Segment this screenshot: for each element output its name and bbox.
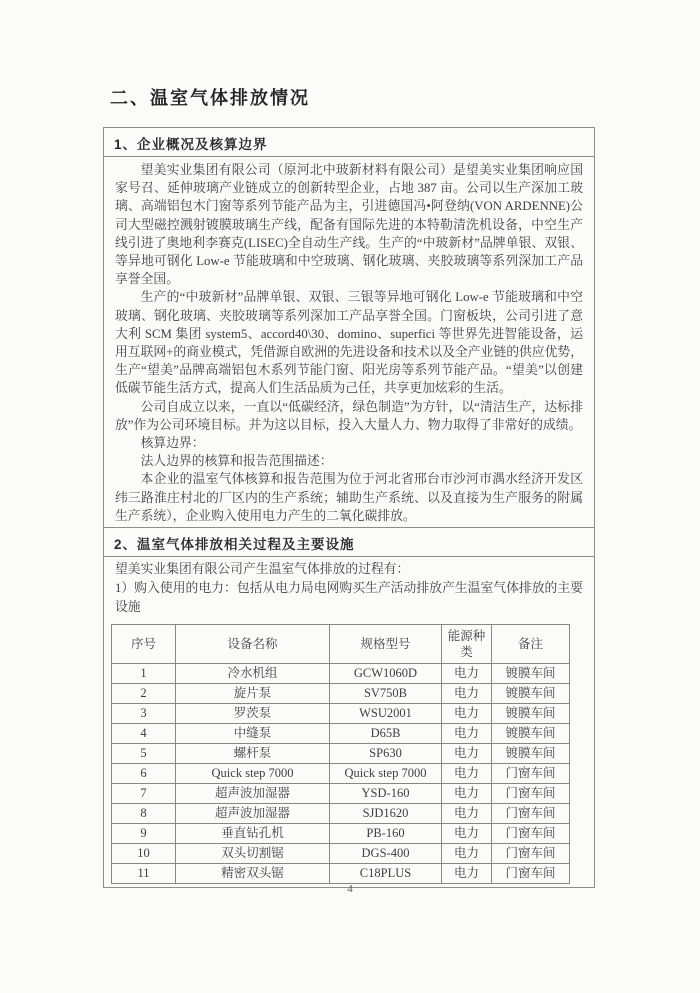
cell-seq: 5 [112,744,176,764]
cell-remark: 门窗车间 [492,804,570,824]
cell-model: DGS-400 [330,844,442,864]
cell-seq: 9 [112,824,176,844]
cell-seq: 1 [112,664,176,684]
intro-line-electricity: 1）购入使用的电力：包括从电力局电网购买生产活动排放产生温室气体排放的主要设施 [115,581,583,615]
paragraph-scope-description: 本企业的温室气体核算和报告范围为位于河北省邢台市沙河市湡水经济开发区纬三路淮庄村北的厂区内的生产系统；辅助生产系统、以及直接为生产服务的附属生产系统），企业购入使用电力产生的二氧化碳排放。 [115,472,583,523]
cell-model: SP630 [330,744,442,764]
cell-remark: 门窗车间 [492,784,570,804]
table-row [112,864,570,884]
cell-device-name: 冷水机组 [176,664,330,684]
table-header-row [112,625,570,664]
table-row [112,844,570,864]
intro-line-process: 望美实业集团有限公司产生温室气体排放的过程有： [115,562,410,577]
section2-intro [104,557,594,618]
section1-heading: 1、企业概况及核算边界 [104,128,594,157]
cell-seq: 6 [112,764,176,784]
cell-device-name: 超声波加湿器 [176,784,330,804]
cell-seq: 2 [112,684,176,704]
cell-seq: 3 [112,704,176,724]
cell-model: Quick step 7000 [330,764,442,784]
paragraph-products: 生产的“中玻新材”品牌单银、双银、三银等异地可钢化 Low-e 节能玻璃和中空玻璃、钢化玻璃、夹胶玻璃等系列深加工产品享誉全国。门窗板块，公司引进了意大利 SCM 集团 system5、accord40\30、domino、superfici 等世界先进智能设备，运用互联网+的商业模式，凭借源自欧洲的先进设备和技术以及全产业链的供应优势，生产“望美”品牌高端铝包木系列节能门窗、阳光房等系列节能产品。“望美”以创建低碳节能生活方式，提高人们生活品质为己任，共享更加炫彩的生活。 [115,290,583,396]
cell-model: C18PLUS [330,864,442,884]
cell-device-name: 垂直钻孔机 [176,824,330,844]
table-row [112,664,570,684]
cell-energy-type: 电力 [442,844,492,864]
cell-device-name: 精密双头锯 [176,864,330,884]
cell-remark: 镀膜车间 [492,664,570,684]
cell-energy-type: 电力 [442,824,492,844]
page-title: 二、温室气体排放情况 [110,88,310,108]
cell-energy-type: 电力 [442,784,492,804]
table-row [112,804,570,824]
cell-seq: 8 [112,804,176,824]
cell-energy-type: 电力 [442,744,492,764]
cell-energy-type: 电力 [442,704,492,724]
cell-model: GCW1060D [330,664,442,684]
section2-heading: 2、温室气体排放相关过程及主要设施 [104,527,594,557]
cell-device-name: 超声波加湿器 [176,804,330,824]
header-seq: 序号 [112,625,176,664]
header-energy-type: 能源种类 [442,625,492,664]
paragraph-boundary-label: 核算边界： [140,436,205,451]
cell-device-name: 双头切割锯 [176,844,330,864]
cell-seq: 10 [112,844,176,864]
cell-model: YSD-160 [330,784,442,804]
cell-remark: 镀膜车间 [492,744,570,764]
cell-device-name: 螺杆泵 [176,744,330,764]
cell-energy-type: 电力 [442,724,492,744]
header-remark: 备注 [492,625,570,664]
cell-seq: 11 [112,864,176,884]
table-row [112,684,570,704]
equipment-table [111,624,570,884]
cell-model: SV750B [330,684,442,704]
cell-seq: 7 [112,784,176,804]
cell-device-name: 中缝泵 [176,724,330,744]
cell-device-name: 旋片泵 [176,684,330,704]
cell-device-name: Quick step 7000 [176,764,330,784]
cell-model: PB-160 [330,824,442,844]
cell-device-name: 罗茨泵 [176,704,330,724]
paragraph-company-overview: 望美实业集团有限公司（原河北中玻新材料有限公司）是望美实业集团响应国家号召、延伸玻璃产业链成立的创新转型企业，占地 387 亩。公司以生产深加工玻璃、高端铝包木门窗等系列节能产品为主，引进德国冯•阿登纳(VON ARDENNE)公司大型磁控溅射镀膜玻璃生产线，配备有国际先进的本特勒清洗机设备，中空生产线引进了奥地利李赛克(LISEC)全自动生产线。生产的“中玻新材”品牌单银、双银、等异地可钢化 Low-e 节能玻璃和中空玻璃、钢化玻璃、夹胶玻璃等系列深加工产品享誉全国。 [115,163,583,287]
cell-remark: 镀膜车间 [492,684,570,704]
table-row [112,784,570,804]
cell-seq: 4 [112,724,176,744]
table-row [112,744,570,764]
page-number: 4 [347,883,353,895]
cell-energy-type: 电力 [442,684,492,704]
cell-energy-type: 电力 [442,764,492,784]
cell-model: SJD1620 [330,804,442,824]
cell-energy-type: 电力 [442,804,492,824]
header-model: 规格型号 [330,625,442,664]
header-device-name: 设备名称 [176,625,330,664]
table-row [112,704,570,724]
cell-remark: 门窗车间 [492,864,570,884]
table-row [112,724,570,744]
cell-model: WSU2001 [330,704,442,724]
paragraph-legal-boundary-label: 法人边界的核算和报告范围描述： [140,454,333,469]
cell-remark: 门窗车间 [492,824,570,844]
cell-energy-type: 电力 [442,664,492,684]
cell-remark: 门窗车间 [492,844,570,864]
paragraph-policy: 公司自成立以来，一直以“低碳经济，绿色制造”为方针，以“清洁生产，达标排放”作为公司环境目标。并为这以目标，投入大量人力、物力取得了非常好的成绩。 [115,399,583,432]
section1-body [104,157,594,527]
table-row [112,764,570,784]
cell-remark: 镀膜车间 [492,724,570,744]
table-row [112,824,570,844]
cell-remark: 镀膜车间 [492,704,570,724]
cell-remark: 门窗车间 [492,764,570,784]
cell-energy-type: 电力 [442,864,492,884]
cell-model: D65B [330,724,442,744]
document-body-frame [103,127,595,888]
